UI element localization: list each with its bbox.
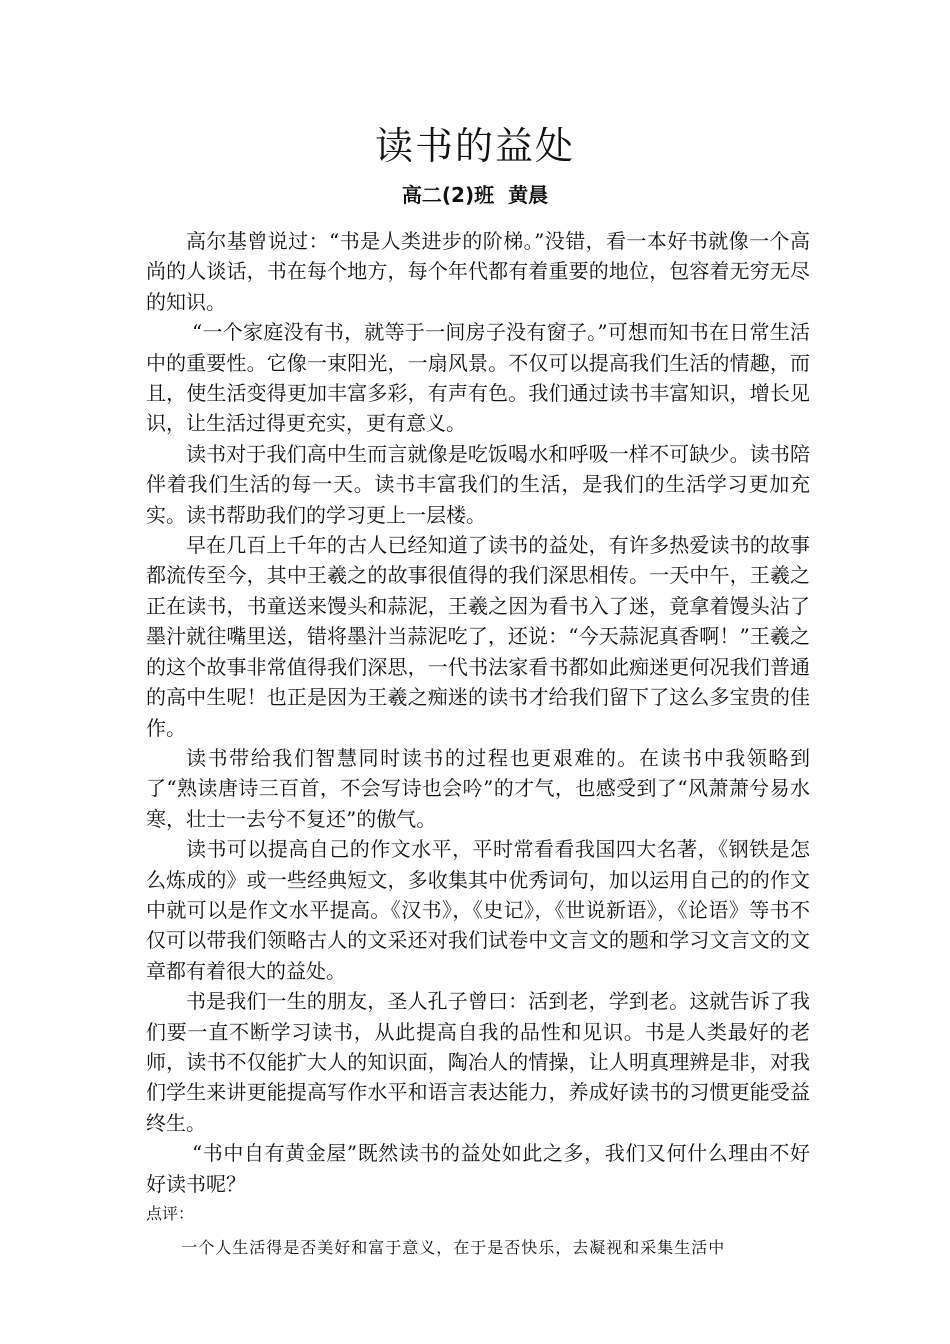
essay-body (146, 226, 810, 1261)
paragraph: “一个家庭没有书，就等于一间房子没有窗子。”可想而知书在日常生活中的重要性。它像一束阳光，一扇风景。不仅可以提高我们生活的情趣，而且，使生活变得更加丰富多彩，有声有色。我们通过读书丰富知识，增长见识，让生活过得更充实，更有意义。 (146, 320, 810, 436)
paragraph: “书中自有黄金屋”既然读书的益处如此之多，我们又何什么理由不好好读书呢？ (146, 1141, 810, 1196)
class-label: 高二(2)班 (401, 183, 495, 207)
paragraph: 读书对于我们高中生而言就像是吃饭喝水和呼吸一样不可缺少。读书陪伴着我们生活的每一天。读书丰富我们的生活，是我们的生活学习更加充实。读书帮助我们的学习更上一层楼。 (146, 441, 810, 527)
paragraph: 读书带给我们智慧同时读书的过程也更艰难的。在读书中我领略到了“熟读唐诗三百首，不会写诗也会吟”的才气，也感受到了“风萧萧兮易水寒，壮士一去兮不复还”的傲气。 (146, 745, 810, 831)
paragraph: 读书可以提高自己的作文水平，平时常看看我国四大名著，《钢铁是怎么炼成的》或一些经典短文，多收集其中优秀词句，加以运用自己的的作文中就可以是作文水平提高。《汉书》，《史记》，《世说新语》，《论语》等书不仅可以带我们领略古人的文采还对我们试卷中文言文的题和学习文言文的文章都有着很大的益处。 (146, 837, 810, 983)
paragraph: 早在几百上千年的古人已经知道了读书的益处，有许多热爱读书的故事都流传至今，其中王羲之的故事很值得的我们深思相传。一天中午，王羲之正在读书，书童送来馒头和蒜泥，王羲之因为看书入了迷，竟拿着馒头沾了墨汁就往嘴里送，错将墨汁当蒜泥吃了，还说：“今天蒜泥真香啊！”王羲之的这个故事非常值得我们深思，一代书法家看书都如此痴迷更何况我们普通的高中生呢！也正是因为王羲之痴迷的读书才给我们留下了这么多宝贵的佳作。 (146, 533, 810, 740)
author-name: 黄晨 (508, 183, 549, 207)
paragraph: 高尔基曾说过：“书是人类进步的阶梯。”没错，看一本好书就像一个高尚的人谈话，书在每个地方，每个年代都有着重要的地位，包容着无穷无尽的知识。 (146, 229, 810, 314)
paragraph: 书是我们一生的朋友，圣人孔子曾曰：活到老，学到老。这就告诉了我们要一直不断学习读书，从此提高自我的品性和见识。书是人类最好的老师，读书不仅能扩大人的知识面，陶冶人的情操，让人明真理辨是非，对我们学生来讲更能提高写作水平和语言表达能力，养成好读书的习惯更能受益终生。 (146, 989, 810, 1135)
comment-label: 点评： (146, 1204, 195, 1223)
byline (0, 180, 950, 210)
document-title: 读书的益处 (374, 124, 575, 168)
comment-text: 一个人生活得是否美好和富于意义，在于是否快乐，去凝视和采集生活中 (181, 1238, 726, 1257)
